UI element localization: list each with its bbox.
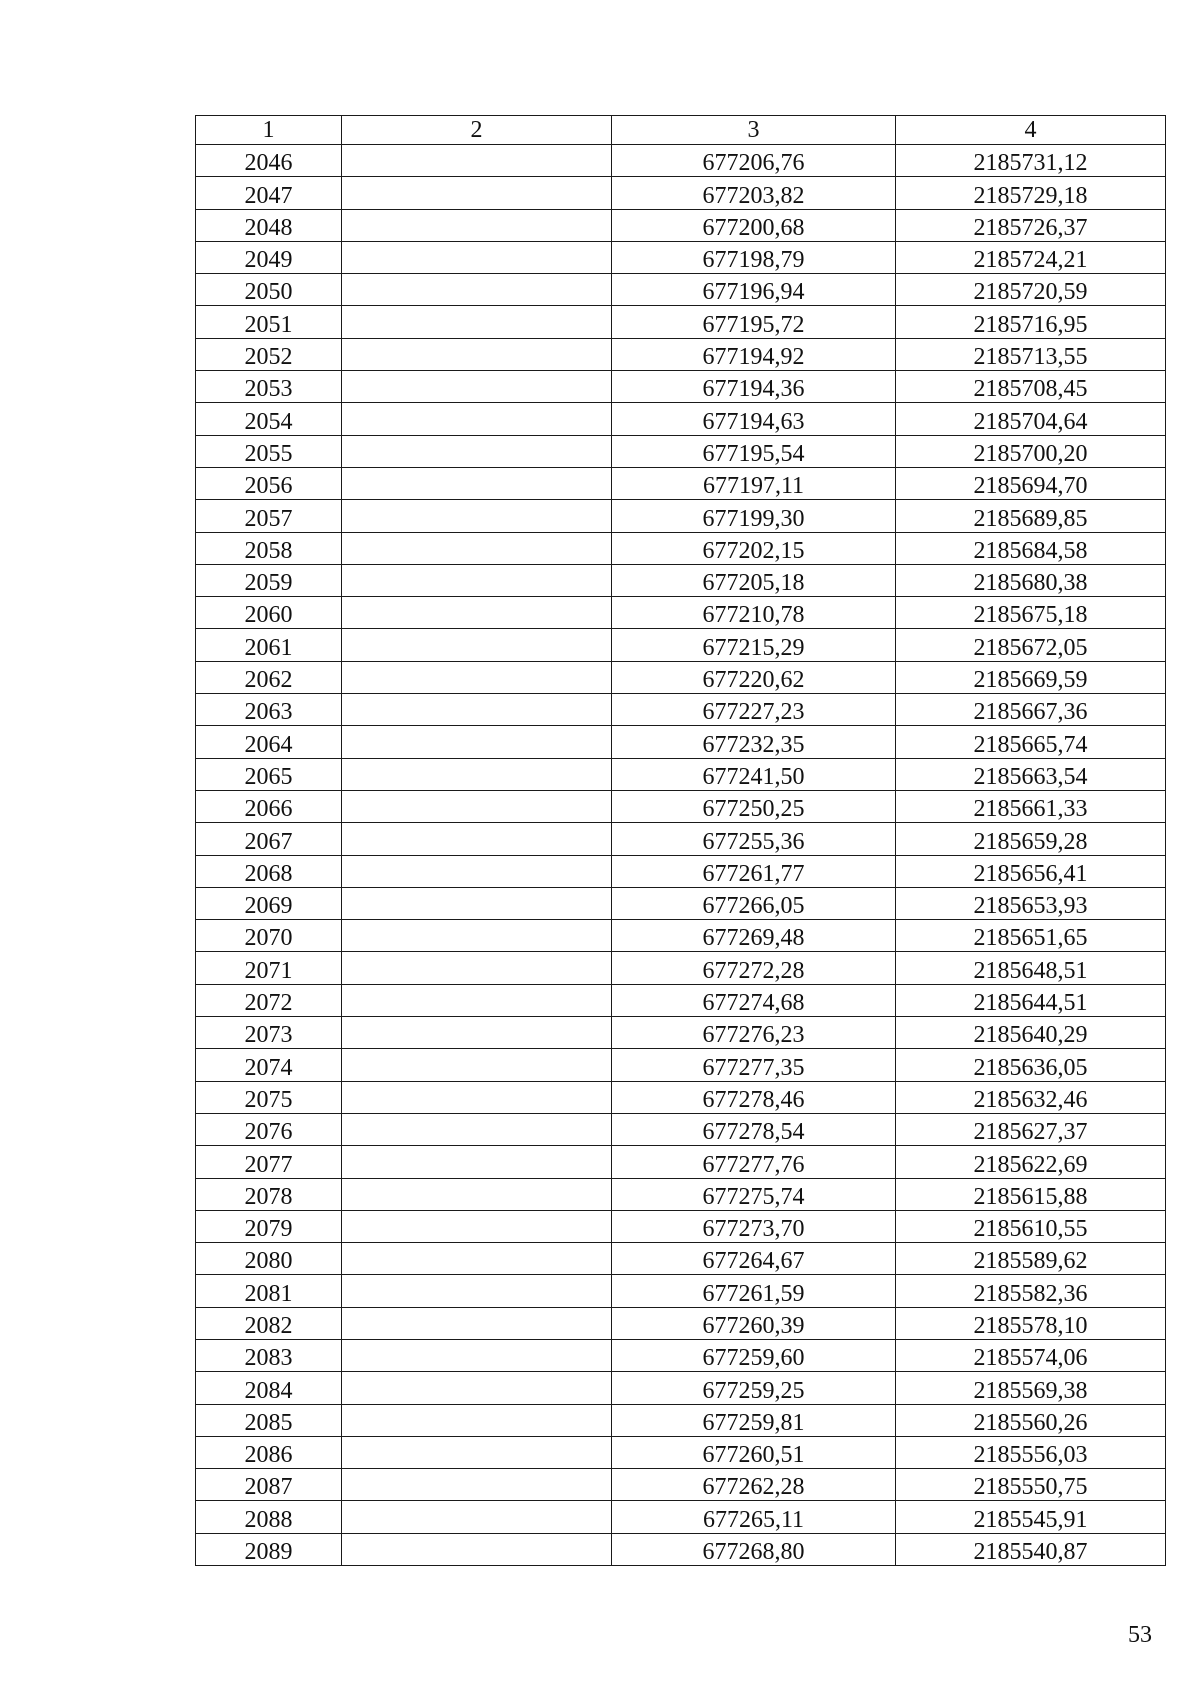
x-coordinate-cell: 677273,70: [612, 1210, 896, 1242]
point-number-cell: 2084: [196, 1372, 342, 1404]
description-cell: [342, 1404, 612, 1436]
description-cell: [342, 1307, 612, 1339]
x-coordinate-cell: 677264,67: [612, 1243, 896, 1275]
y-coordinate-cell: 2185689,85: [896, 500, 1166, 532]
y-coordinate-cell: 2185713,55: [896, 338, 1166, 370]
y-coordinate-cell: 2185716,95: [896, 306, 1166, 338]
description-cell: [342, 1243, 612, 1275]
x-coordinate-cell: 677199,30: [612, 500, 896, 532]
y-coordinate-cell: 2185656,41: [896, 855, 1166, 887]
y-coordinate-cell: 2185556,03: [896, 1436, 1166, 1468]
table-row: [196, 177, 1166, 209]
description-cell: [342, 532, 612, 564]
point-number-cell: 2074: [196, 1049, 342, 1081]
x-coordinate-cell: 677215,29: [612, 629, 896, 661]
description-cell: [342, 403, 612, 435]
y-coordinate-cell: 2185610,55: [896, 1210, 1166, 1242]
table-row: [196, 1049, 1166, 1081]
point-number-cell: 2076: [196, 1113, 342, 1145]
y-coordinate-cell: 2185582,36: [896, 1275, 1166, 1307]
y-coordinate-cell: 2185560,26: [896, 1404, 1166, 1436]
table-row: [196, 984, 1166, 1016]
x-coordinate-cell: 677278,46: [612, 1081, 896, 1113]
description-cell: [342, 1113, 612, 1145]
x-coordinate-cell: 677194,36: [612, 371, 896, 403]
y-coordinate-cell: 2185640,29: [896, 1017, 1166, 1049]
x-coordinate-cell: 677278,54: [612, 1113, 896, 1145]
x-coordinate-cell: 677196,94: [612, 274, 896, 306]
x-coordinate-cell: 677262,28: [612, 1469, 896, 1501]
table-row: [196, 694, 1166, 726]
y-coordinate-cell: 2185632,46: [896, 1081, 1166, 1113]
description-cell: [342, 823, 612, 855]
point-number-cell: 2085: [196, 1404, 342, 1436]
x-coordinate-cell: 677274,68: [612, 984, 896, 1016]
point-number-cell: 2052: [196, 338, 342, 370]
description-cell: [342, 952, 612, 984]
table-row: [196, 855, 1166, 887]
y-coordinate-cell: 2185661,33: [896, 790, 1166, 822]
description-cell: [342, 306, 612, 338]
table-row: [196, 241, 1166, 273]
x-coordinate-cell: 677250,25: [612, 790, 896, 822]
y-coordinate-cell: 2185708,45: [896, 371, 1166, 403]
table-row: [196, 1210, 1166, 1242]
table-row: [196, 564, 1166, 596]
y-coordinate-cell: 2185672,05: [896, 629, 1166, 661]
description-cell: [342, 694, 612, 726]
table-header: [196, 116, 1166, 145]
description-cell: [342, 887, 612, 919]
description-cell: [342, 629, 612, 661]
description-cell: [342, 338, 612, 370]
x-coordinate-cell: 677276,23: [612, 1017, 896, 1049]
table-row: [196, 467, 1166, 499]
x-coordinate-cell: 677195,54: [612, 435, 896, 467]
y-coordinate-cell: 2185615,88: [896, 1178, 1166, 1210]
point-number-cell: 2057: [196, 500, 342, 532]
coordinates-table: [195, 115, 1166, 1566]
description-cell: [342, 1210, 612, 1242]
description-cell: [342, 467, 612, 499]
y-coordinate-cell: 2185667,36: [896, 694, 1166, 726]
table-row: [196, 1275, 1166, 1307]
x-coordinate-cell: 677206,76: [612, 145, 896, 177]
point-number-cell: 2068: [196, 855, 342, 887]
description-cell: [342, 1146, 612, 1178]
point-number-cell: 2049: [196, 241, 342, 273]
x-coordinate-cell: 677277,35: [612, 1049, 896, 1081]
point-number-cell: 2067: [196, 823, 342, 855]
description-cell: [342, 274, 612, 306]
x-coordinate-cell: 677260,39: [612, 1307, 896, 1339]
x-coordinate-cell: 677265,11: [612, 1501, 896, 1533]
table-row: [196, 371, 1166, 403]
y-coordinate-cell: 2185622,69: [896, 1146, 1166, 1178]
y-coordinate-cell: 2185684,58: [896, 532, 1166, 564]
y-coordinate-cell: 2185720,59: [896, 274, 1166, 306]
x-coordinate-cell: 677198,79: [612, 241, 896, 273]
point-number-cell: 2075: [196, 1081, 342, 1113]
description-cell: [342, 209, 612, 241]
table-row: [196, 1146, 1166, 1178]
table-row: [196, 532, 1166, 564]
point-number-cell: 2059: [196, 564, 342, 596]
point-number-cell: 2066: [196, 790, 342, 822]
description-cell: [342, 661, 612, 693]
description-cell: [342, 1501, 612, 1533]
x-coordinate-cell: 677255,36: [612, 823, 896, 855]
x-coordinate-cell: 677259,60: [612, 1339, 896, 1371]
table-row: [196, 1243, 1166, 1275]
description-cell: [342, 435, 612, 467]
description-cell: [342, 1049, 612, 1081]
x-coordinate-cell: 677277,76: [612, 1146, 896, 1178]
description-cell: [342, 500, 612, 532]
page-number: 53: [1128, 1622, 1152, 1648]
x-coordinate-cell: 677194,92: [612, 338, 896, 370]
y-coordinate-cell: 2185665,74: [896, 726, 1166, 758]
y-coordinate-cell: 2185644,51: [896, 984, 1166, 1016]
x-coordinate-cell: 677202,15: [612, 532, 896, 564]
point-number-cell: 2070: [196, 920, 342, 952]
description-cell: [342, 1339, 612, 1371]
table-row: [196, 338, 1166, 370]
table-row: [196, 920, 1166, 952]
table-row: [196, 726, 1166, 758]
point-number-cell: 2055: [196, 435, 342, 467]
y-coordinate-cell: 2185663,54: [896, 758, 1166, 790]
table-row: [196, 1113, 1166, 1145]
point-number-cell: 2058: [196, 532, 342, 564]
table-row: [196, 661, 1166, 693]
point-number-cell: 2053: [196, 371, 342, 403]
point-number-cell: 2046: [196, 145, 342, 177]
y-coordinate-cell: 2185545,91: [896, 1501, 1166, 1533]
table-row: [196, 435, 1166, 467]
column-header-2: 2: [342, 116, 612, 145]
x-coordinate-cell: 677194,63: [612, 403, 896, 435]
x-coordinate-cell: 677210,78: [612, 597, 896, 629]
y-coordinate-cell: 2185627,37: [896, 1113, 1166, 1145]
point-number-cell: 2071: [196, 952, 342, 984]
table-row: [196, 887, 1166, 919]
table-row: [196, 629, 1166, 661]
x-coordinate-cell: 677232,35: [612, 726, 896, 758]
x-coordinate-cell: 677275,74: [612, 1178, 896, 1210]
y-coordinate-cell: 2185726,37: [896, 209, 1166, 241]
x-coordinate-cell: 677261,59: [612, 1275, 896, 1307]
y-coordinate-cell: 2185669,59: [896, 661, 1166, 693]
description-cell: [342, 1017, 612, 1049]
point-number-cell: 2051: [196, 306, 342, 338]
point-number-cell: 2050: [196, 274, 342, 306]
table-row: [196, 274, 1166, 306]
table-row: [196, 1017, 1166, 1049]
description-cell: [342, 1275, 612, 1307]
y-coordinate-cell: 2185651,65: [896, 920, 1166, 952]
table-row: [196, 1178, 1166, 1210]
table-row: [196, 597, 1166, 629]
point-number-cell: 2063: [196, 694, 342, 726]
table-row: [196, 1469, 1166, 1501]
description-cell: [342, 1469, 612, 1501]
point-number-cell: 2073: [196, 1017, 342, 1049]
x-coordinate-cell: 677195,72: [612, 306, 896, 338]
description-cell: [342, 1436, 612, 1468]
y-coordinate-cell: 2185569,38: [896, 1372, 1166, 1404]
y-coordinate-cell: 2185680,38: [896, 564, 1166, 596]
y-coordinate-cell: 2185694,70: [896, 467, 1166, 499]
point-number-cell: 2056: [196, 467, 342, 499]
point-number-cell: 2079: [196, 1210, 342, 1242]
point-number-cell: 2087: [196, 1469, 342, 1501]
description-cell: [342, 758, 612, 790]
y-coordinate-cell: 2185636,05: [896, 1049, 1166, 1081]
point-number-cell: 2064: [196, 726, 342, 758]
point-number-cell: 2083: [196, 1339, 342, 1371]
table-row: [196, 823, 1166, 855]
x-coordinate-cell: 677269,48: [612, 920, 896, 952]
x-coordinate-cell: 677259,81: [612, 1404, 896, 1436]
point-number-cell: 2077: [196, 1146, 342, 1178]
y-coordinate-cell: 2185653,93: [896, 887, 1166, 919]
x-coordinate-cell: 677268,80: [612, 1533, 896, 1565]
y-coordinate-cell: 2185550,75: [896, 1469, 1166, 1501]
description-cell: [342, 597, 612, 629]
table-row: [196, 1404, 1166, 1436]
x-coordinate-cell: 677205,18: [612, 564, 896, 596]
point-number-cell: 2080: [196, 1243, 342, 1275]
x-coordinate-cell: 677261,77: [612, 855, 896, 887]
y-coordinate-cell: 2185578,10: [896, 1307, 1166, 1339]
point-number-cell: 2089: [196, 1533, 342, 1565]
point-number-cell: 2082: [196, 1307, 342, 1339]
description-cell: [342, 1533, 612, 1565]
point-number-cell: 2060: [196, 597, 342, 629]
description-cell: [342, 564, 612, 596]
y-coordinate-cell: 2185574,06: [896, 1339, 1166, 1371]
description-cell: [342, 241, 612, 273]
y-coordinate-cell: 2185700,20: [896, 435, 1166, 467]
point-number-cell: 2048: [196, 209, 342, 241]
y-coordinate-cell: 2185540,87: [896, 1533, 1166, 1565]
y-coordinate-cell: 2185648,51: [896, 952, 1166, 984]
point-number-cell: 2088: [196, 1501, 342, 1533]
x-coordinate-cell: 677260,51: [612, 1436, 896, 1468]
table-row: [196, 790, 1166, 822]
point-number-cell: 2062: [196, 661, 342, 693]
y-coordinate-cell: 2185659,28: [896, 823, 1166, 855]
point-number-cell: 2054: [196, 403, 342, 435]
x-coordinate-cell: 677272,28: [612, 952, 896, 984]
description-cell: [342, 177, 612, 209]
description-cell: [342, 145, 612, 177]
x-coordinate-cell: 677220,62: [612, 661, 896, 693]
point-number-cell: 2081: [196, 1275, 342, 1307]
table-row: [196, 1081, 1166, 1113]
x-coordinate-cell: 677227,23: [612, 694, 896, 726]
description-cell: [342, 790, 612, 822]
table-row: [196, 500, 1166, 532]
description-cell: [342, 984, 612, 1016]
point-number-cell: 2065: [196, 758, 342, 790]
x-coordinate-cell: 677203,82: [612, 177, 896, 209]
point-number-cell: 2078: [196, 1178, 342, 1210]
table-row: [196, 1533, 1166, 1565]
x-coordinate-cell: 677259,25: [612, 1372, 896, 1404]
x-coordinate-cell: 677241,50: [612, 758, 896, 790]
y-coordinate-cell: 2185724,21: [896, 241, 1166, 273]
table-row: [196, 403, 1166, 435]
point-number-cell: 2047: [196, 177, 342, 209]
column-header-1: 1: [196, 116, 342, 145]
description-cell: [342, 1178, 612, 1210]
table-row: [196, 1501, 1166, 1533]
table-row: [196, 1307, 1166, 1339]
x-coordinate-cell: 677197,11: [612, 467, 896, 499]
table-row: [196, 1436, 1166, 1468]
point-number-cell: 2072: [196, 984, 342, 1016]
point-number-cell: 2086: [196, 1436, 342, 1468]
description-cell: [342, 855, 612, 887]
description-cell: [342, 371, 612, 403]
y-coordinate-cell: 2185729,18: [896, 177, 1166, 209]
y-coordinate-cell: 2185704,64: [896, 403, 1166, 435]
table-row: [196, 758, 1166, 790]
y-coordinate-cell: 2185731,12: [896, 145, 1166, 177]
table-row: [196, 209, 1166, 241]
header-row: [196, 116, 1166, 145]
y-coordinate-cell: 2185675,18: [896, 597, 1166, 629]
description-cell: [342, 1081, 612, 1113]
table-row: [196, 1339, 1166, 1371]
point-number-cell: 2061: [196, 629, 342, 661]
table-row: [196, 952, 1166, 984]
y-coordinate-cell: 2185589,62: [896, 1243, 1166, 1275]
x-coordinate-cell: 677200,68: [612, 209, 896, 241]
table-row: [196, 306, 1166, 338]
description-cell: [342, 1372, 612, 1404]
table-body: [196, 145, 1166, 1566]
table-row: [196, 145, 1166, 177]
column-header-4: 4: [896, 116, 1166, 145]
table-row: [196, 1372, 1166, 1404]
description-cell: [342, 920, 612, 952]
description-cell: [342, 726, 612, 758]
point-number-cell: 2069: [196, 887, 342, 919]
column-header-3: 3: [612, 116, 896, 145]
x-coordinate-cell: 677266,05: [612, 887, 896, 919]
